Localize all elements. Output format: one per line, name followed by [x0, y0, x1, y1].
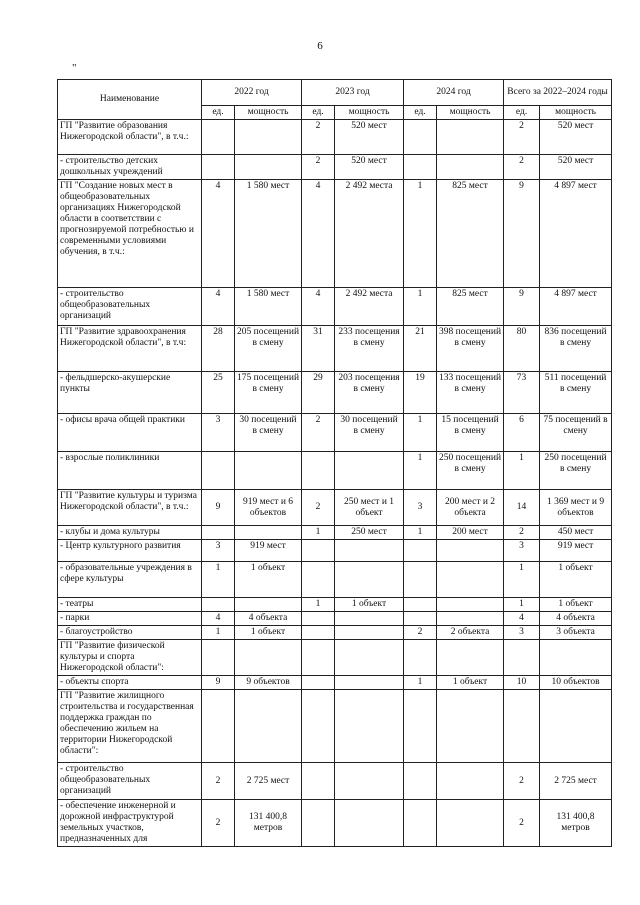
- units-2022: 1: [202, 626, 235, 640]
- row-name: - парки: [58, 612, 202, 626]
- capacity-2022: [235, 640, 302, 676]
- header-unit-2024: ед.: [404, 106, 437, 120]
- row-name: - взрослые поликлиники: [58, 452, 202, 490]
- capacity-2022: 9 объектов: [235, 676, 302, 690]
- units-2024: [404, 540, 437, 562]
- capacity-total: 2 725 мест: [540, 763, 612, 800]
- units-total: 4: [504, 612, 540, 626]
- capacity-2023: [335, 763, 404, 800]
- table-row: [58, 452, 612, 490]
- row-name: ГП "Развитие образования Нижегородской области", в т.ч.:: [58, 120, 202, 155]
- units-2024: 1: [404, 526, 437, 540]
- capacity-total: 919 мест: [540, 540, 612, 562]
- header-unit-2022: ед.: [202, 106, 235, 120]
- header-total: Всего за 2022–2024 годы: [504, 80, 612, 106]
- capacity-total: 511 посещений в смену: [540, 372, 612, 414]
- capacity-total: 250 посещений в смену: [540, 452, 612, 490]
- page-number: 6: [317, 40, 323, 52]
- table-row: [58, 690, 612, 763]
- units-2024: [404, 612, 437, 626]
- units-2024: 19: [404, 372, 437, 414]
- units-2023: 2: [302, 155, 335, 180]
- units-2022: 2: [202, 800, 235, 847]
- units-2023: 2: [302, 414, 335, 452]
- units-total: 1: [504, 562, 540, 598]
- capacity-2022: 1 объект: [235, 562, 302, 598]
- header-capacity-2022: мощность: [235, 106, 302, 120]
- header-2022: 2022 год: [202, 80, 302, 106]
- capacity-2024: [437, 155, 504, 180]
- row-name: ГП "Развитие физической культуры и спорта Нижегородской области":: [58, 640, 202, 676]
- capacity-2024: [437, 562, 504, 598]
- units-2023: 1: [302, 598, 335, 612]
- capacity-2024: 200 мест: [437, 526, 504, 540]
- units-2022: 4: [202, 612, 235, 626]
- capacity-2024: 825 мест: [437, 180, 504, 288]
- units-2022: [202, 640, 235, 676]
- capacity-2022: 919 мест: [235, 540, 302, 562]
- units-total: 1: [504, 598, 540, 612]
- capacity-2024: [437, 540, 504, 562]
- capacity-2024: [437, 598, 504, 612]
- units-2024: 3: [404, 490, 437, 526]
- units-total: 3: [504, 540, 540, 562]
- units-2024: [404, 598, 437, 612]
- capacity-2023: 30 посещений в смену: [335, 414, 404, 452]
- units-total: 9: [504, 288, 540, 326]
- units-total: 9: [504, 180, 540, 288]
- capacity-2023: 520 мест: [335, 155, 404, 180]
- table-row: [58, 326, 612, 372]
- units-2024: [404, 640, 437, 676]
- row-name: - благоустройство: [58, 626, 202, 640]
- row-name: - образовательные учреждения в сфере культуры: [58, 562, 202, 598]
- header-name: Наименование: [58, 80, 202, 120]
- table-row: [58, 414, 612, 452]
- row-name: - Центр культурного развития: [58, 540, 202, 562]
- capacity-total: [540, 640, 612, 676]
- capacity-2022: [235, 526, 302, 540]
- table-row: [58, 180, 612, 288]
- units-2024: 1: [404, 180, 437, 288]
- table-row: [58, 676, 612, 690]
- units-2024: 21: [404, 326, 437, 372]
- units-2023: [302, 612, 335, 626]
- row-name: - строительство детских дошкольных учреждений: [58, 155, 202, 180]
- capacity-2022: 131 400,8 метров: [235, 800, 302, 847]
- table-row: [58, 372, 612, 414]
- capacity-total: 1 объект: [540, 562, 612, 598]
- units-2022: [202, 690, 235, 763]
- capacity-2023: 250 мест: [335, 526, 404, 540]
- row-name: - офисы врача общей практики: [58, 414, 202, 452]
- capacity-2022: [235, 452, 302, 490]
- units-2023: [302, 540, 335, 562]
- units-2023: [302, 562, 335, 598]
- capacity-2023: [335, 640, 404, 676]
- header-capacity-2024: мощность: [437, 106, 504, 120]
- table-row: [58, 612, 612, 626]
- units-total: 3: [504, 626, 540, 640]
- table-row: [58, 562, 612, 598]
- table-row: [58, 288, 612, 326]
- capacity-2022: 4 объекта: [235, 612, 302, 626]
- capacity-2024: 250 посещений в смену: [437, 452, 504, 490]
- units-2022: 2: [202, 763, 235, 800]
- units-total: 14: [504, 490, 540, 526]
- units-2023: 4: [302, 180, 335, 288]
- units-total: 2: [504, 155, 540, 180]
- capacity-total: 450 мест: [540, 526, 612, 540]
- units-2022: 28: [202, 326, 235, 372]
- units-2024: 2: [404, 626, 437, 640]
- units-2022: [202, 120, 235, 155]
- capacity-total: 520 мест: [540, 155, 612, 180]
- capacity-total: 1 369 мест и 9 объектов: [540, 490, 612, 526]
- capacity-2022: 1 580 мест: [235, 288, 302, 326]
- capacity-2023: [335, 690, 404, 763]
- units-2022: 25: [202, 372, 235, 414]
- units-total: 80: [504, 326, 540, 372]
- units-2023: 2: [302, 490, 335, 526]
- table-row: [58, 120, 612, 155]
- quote-mark: ": [72, 62, 77, 74]
- capacity-total: 4 897 мест: [540, 288, 612, 326]
- capacity-2023: [335, 626, 404, 640]
- capacity-total: 3 объекта: [540, 626, 612, 640]
- capacity-2024: 825 мест: [437, 288, 504, 326]
- units-2024: 1: [404, 452, 437, 490]
- row-name: - клубы и дома культуры: [58, 526, 202, 540]
- capacity-2023: 233 посещения в смену: [335, 326, 404, 372]
- capacity-2023: 1 объект: [335, 598, 404, 612]
- capacity-2023: [335, 540, 404, 562]
- capacity-2022: 1 580 мест: [235, 180, 302, 288]
- header-2023: 2023 год: [302, 80, 404, 106]
- table-row: [58, 640, 612, 676]
- capacity-2023: [335, 562, 404, 598]
- units-2023: [302, 763, 335, 800]
- units-2024: [404, 562, 437, 598]
- units-total: 2: [504, 526, 540, 540]
- capacity-2023: [335, 452, 404, 490]
- units-2024: 1: [404, 288, 437, 326]
- units-2022: 1: [202, 562, 235, 598]
- capacity-2023: 520 мест: [335, 120, 404, 155]
- capacity-2023: 203 посещения в смену: [335, 372, 404, 414]
- capacity-2024: 2 объекта: [437, 626, 504, 640]
- row-name: - строительство общеобразовательных организаций: [58, 763, 202, 800]
- row-name: - театры: [58, 598, 202, 612]
- units-total: 73: [504, 372, 540, 414]
- units-2024: [404, 155, 437, 180]
- units-total: [504, 640, 540, 676]
- capacity-2024: 398 посещений в смену: [437, 326, 504, 372]
- capacity-total: 520 мест: [540, 120, 612, 155]
- units-2023: 1: [302, 526, 335, 540]
- capacity-total: 75 посещений в смену: [540, 414, 612, 452]
- units-2023: [302, 452, 335, 490]
- capacity-2022: 919 мест и 6 объектов: [235, 490, 302, 526]
- units-2023: 29: [302, 372, 335, 414]
- units-2022: [202, 598, 235, 612]
- units-2024: 1: [404, 414, 437, 452]
- capacity-2023: 250 мест и 1 объект: [335, 490, 404, 526]
- capacity-2022: [235, 598, 302, 612]
- table-row: [58, 490, 612, 526]
- units-2024: [404, 763, 437, 800]
- header-capacity-2023: мощность: [335, 106, 404, 120]
- table-row: [58, 540, 612, 562]
- row-name: - строительство общеобразовательных организаций: [58, 288, 202, 326]
- row-name: ГП "Развитие здравоохранения Нижегородской области", в т.ч:: [58, 326, 202, 372]
- row-name: - обеспечение инженерной и дорожной инфраструктурой земельных участков, предназначенных для: [58, 800, 202, 847]
- units-2024: [404, 120, 437, 155]
- header-2024: 2024 год: [404, 80, 504, 106]
- units-2022: [202, 526, 235, 540]
- capacity-2024: 15 посещений в смену: [437, 414, 504, 452]
- capacity-total: 4 897 мест: [540, 180, 612, 288]
- units-2022: 4: [202, 180, 235, 288]
- capacity-2022: 175 посещений в смену: [235, 372, 302, 414]
- units-2022: 3: [202, 414, 235, 452]
- units-2024: [404, 800, 437, 847]
- row-name: ГП "Развитие жилищного строительства и государственная поддержка граждан по обеспечению жильем на территории Нижегородской области":: [58, 690, 202, 763]
- table-row: [58, 598, 612, 612]
- units-total: 6: [504, 414, 540, 452]
- capacity-table: [57, 79, 612, 847]
- capacity-2023: [335, 676, 404, 690]
- units-2023: 31: [302, 326, 335, 372]
- units-total: 2: [504, 763, 540, 800]
- units-2022: 9: [202, 490, 235, 526]
- capacity-2022: [235, 120, 302, 155]
- capacity-total: [540, 690, 612, 763]
- table-row: [58, 526, 612, 540]
- units-total: 10: [504, 676, 540, 690]
- units-2023: [302, 800, 335, 847]
- units-2024: 1: [404, 676, 437, 690]
- units-2023: [302, 690, 335, 763]
- capacity-2022: 2 725 мест: [235, 763, 302, 800]
- capacity-2022: 205 посещений в смену: [235, 326, 302, 372]
- capacity-2024: 200 мест и 2 объекта: [437, 490, 504, 526]
- capacity-2023: 2 492 места: [335, 288, 404, 326]
- units-2024: [404, 690, 437, 763]
- capacity-total: 10 объектов: [540, 676, 612, 690]
- units-2022: 4: [202, 288, 235, 326]
- capacity-total: 836 посещений в смену: [540, 326, 612, 372]
- units-2023: [302, 676, 335, 690]
- table-row: [58, 763, 612, 800]
- units-2023: 4: [302, 288, 335, 326]
- units-2022: 3: [202, 540, 235, 562]
- header-unit-total: ед.: [504, 106, 540, 120]
- units-total: 2: [504, 800, 540, 847]
- capacity-2024: [437, 640, 504, 676]
- capacity-total: 131 400,8 метров: [540, 800, 612, 847]
- capacity-2024: [437, 120, 504, 155]
- capacity-2023: 2 492 места: [335, 180, 404, 288]
- capacity-2023: [335, 800, 404, 847]
- row-name: ГП "Развитие культуры и туризма Нижегородской области", в т.ч.:: [58, 490, 202, 526]
- capacity-total: 4 объекта: [540, 612, 612, 626]
- capacity-total: 1 объект: [540, 598, 612, 612]
- units-total: 1: [504, 452, 540, 490]
- row-name: ГП "Создание новых мест в общеобразовательных организациях Нижегородской области в соответствии с прогнозируемой потребностью и современными условиями обучения, в т.ч.:: [58, 180, 202, 288]
- table-row: [58, 155, 612, 180]
- capacity-2024: [437, 763, 504, 800]
- capacity-2024: [437, 690, 504, 763]
- capacity-2022: [235, 690, 302, 763]
- table-row: [58, 800, 612, 847]
- capacity-2024: 1 объект: [437, 676, 504, 690]
- units-2022: [202, 155, 235, 180]
- units-2023: [302, 640, 335, 676]
- units-2022: [202, 452, 235, 490]
- header-capacity-total: мощность: [540, 106, 612, 120]
- capacity-2022: 1 объект: [235, 626, 302, 640]
- units-2023: [302, 626, 335, 640]
- units-total: 2: [504, 120, 540, 155]
- units-2022: 9: [202, 676, 235, 690]
- row-name: - фельдшерско-акушерские пункты: [58, 372, 202, 414]
- row-name: - объекты спорта: [58, 676, 202, 690]
- units-total: [504, 690, 540, 763]
- capacity-2024: 133 посещений в смену: [437, 372, 504, 414]
- capacity-2022: [235, 155, 302, 180]
- capacity-2024: [437, 612, 504, 626]
- table-row: [58, 626, 612, 640]
- capacity-2023: [335, 612, 404, 626]
- capacity-2022: 30 посещений в смену: [235, 414, 302, 452]
- header-unit-2023: ед.: [302, 106, 335, 120]
- capacity-2024: [437, 800, 504, 847]
- units-2023: 2: [302, 120, 335, 155]
